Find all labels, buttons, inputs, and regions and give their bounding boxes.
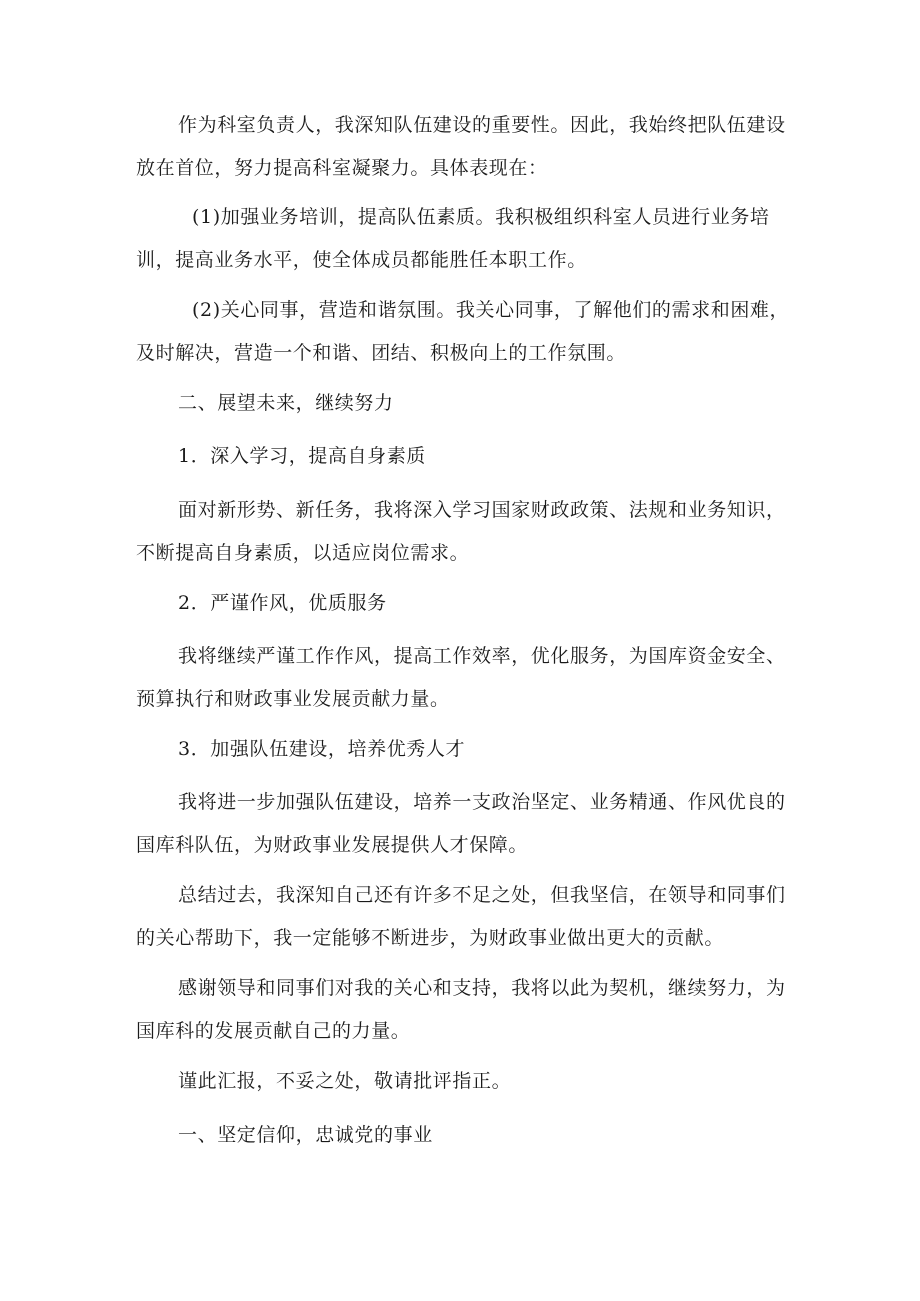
paragraph-study: 面对新形势、新任务，我将深入学习国家财政政策、法规和业务知识，不断提高自身素质，以适应岗位需求。 (136, 499, 786, 564)
heading-study: 1．深入学习，提高自身素质 (178, 445, 426, 467)
paragraph-talent: 我将进一步加强队伍建设，培养一支政治坚定、业务精通、作风优良的国库科队伍，为财政事业发展提供人才保障。 (136, 791, 786, 856)
heading-outlook: 二、展望未来，继续努力 (178, 392, 394, 414)
heading-service: 2．严谨作风，优质服务 (178, 592, 387, 614)
paragraph-team-building-intro: 作为科室负责人，我深知队伍建设的重要性。因此，我始终把队伍建设放在首位，努力提高科室凝聚力。具体表现在： (136, 114, 786, 179)
paragraph-closing: 谨此汇报，不妥之处，敬请批评指正。 (178, 1070, 512, 1092)
heading-faith: 一、坚定信仰，忠诚党的事业 (178, 1124, 433, 1146)
paragraph-item-harmony: (2)关心同事，营造和谐氛围。我关心同事，了解他们的需求和困难，及时解决，营造一个和谐、团结、积极向上的工作氛围。 (136, 299, 790, 364)
paragraph-item-training: (1)加强业务培训，提高队伍素质。我积极组织科室人员进行业务培训，提高业务水平，使全体成员都能胜任本职工作。 (136, 206, 770, 271)
heading-talent: 3．加强队伍建设，培养优秀人才 (178, 738, 466, 760)
paragraph-summary: 总结过去，我深知自己还有许多不足之处，但我坚信，在领导和同事们的关心帮助下，我一定能够不断进步，为财政事业做出更大的贡献。 (136, 884, 786, 949)
paragraph-thanks: 感谢领导和同事们对我的关心和支持，我将以此为契机，继续努力，为国库科的发展贡献自己的力量。 (136, 977, 786, 1042)
paragraph-service: 我将继续严谨工作作风，提高工作效率，优化服务，为国库资金安全、预算执行和财政事业发展贡献力量。 (136, 645, 786, 710)
document-page (136, 0, 796, 1301)
